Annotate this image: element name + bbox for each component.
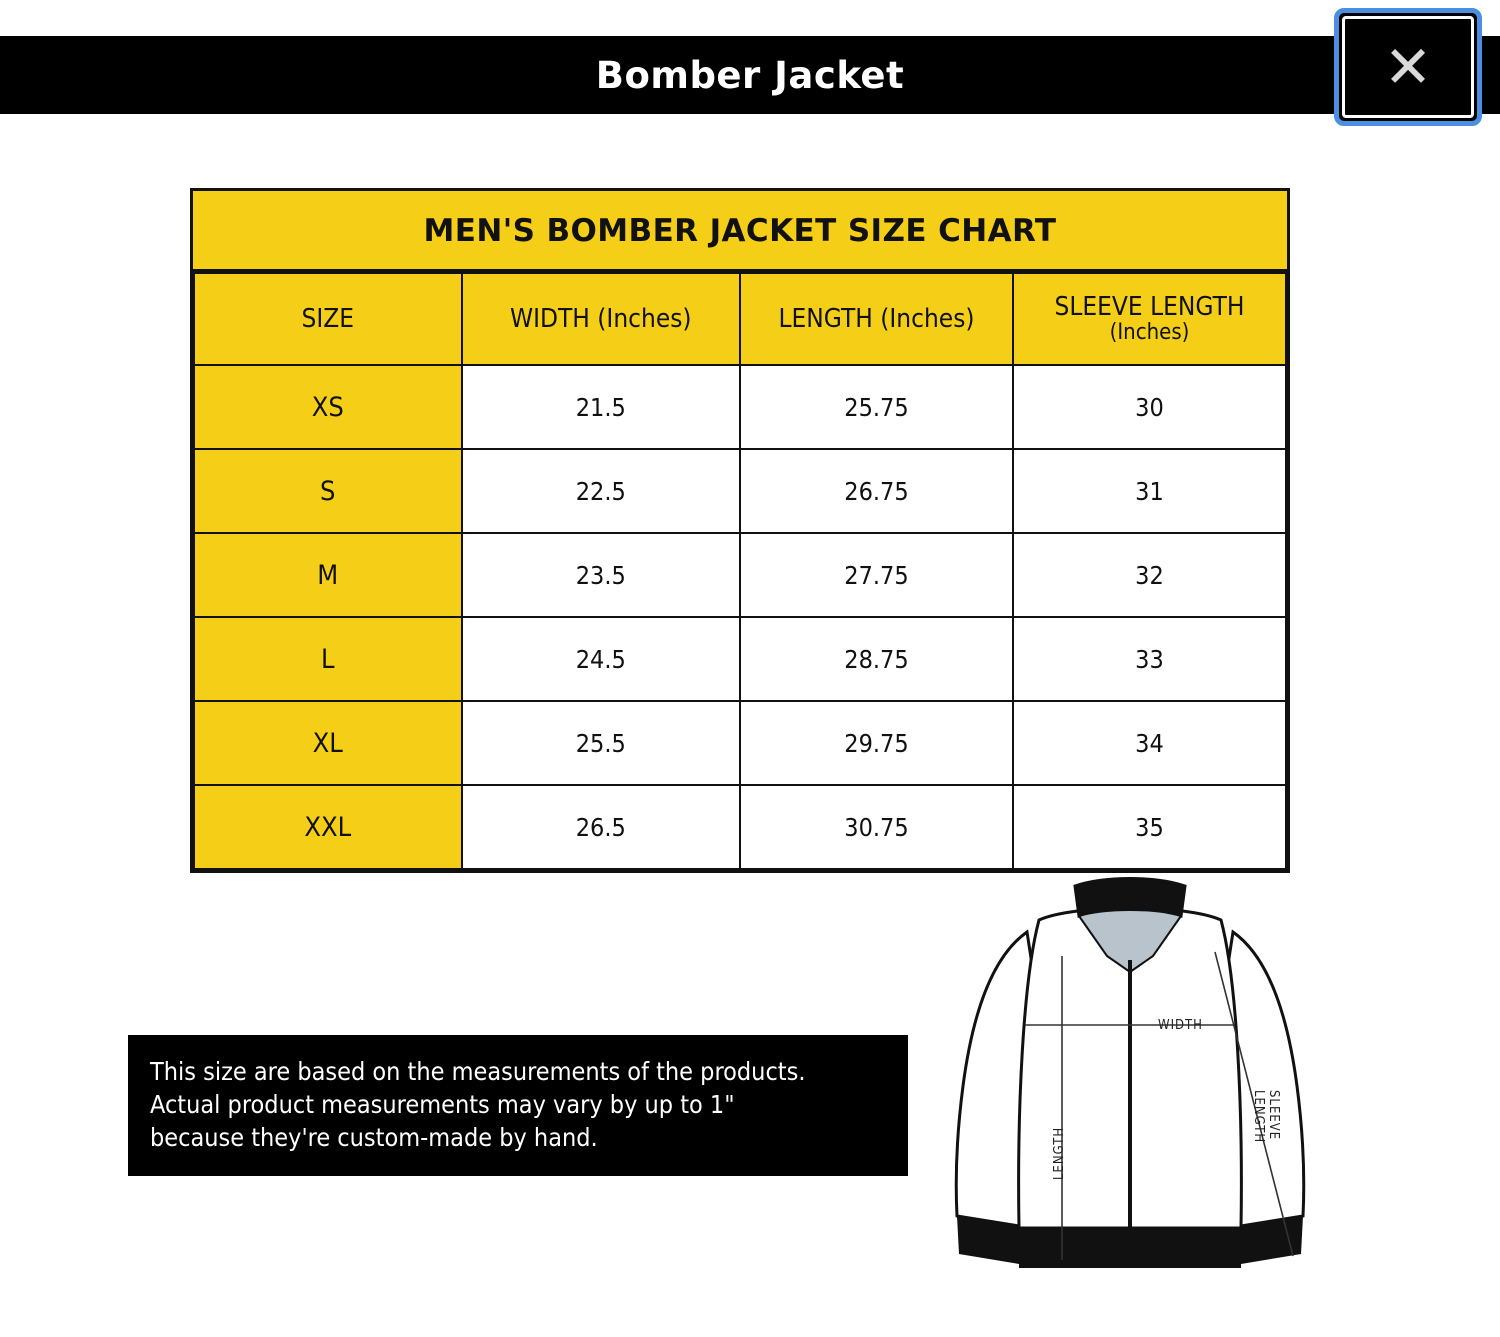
column-header-sleeve-units: (Inches) bbox=[1109, 320, 1190, 346]
width-measure-label: WIDTH bbox=[1158, 1018, 1203, 1033]
cell-sleeve: 32 bbox=[1013, 533, 1286, 617]
column-header-size: SIZE bbox=[194, 273, 462, 365]
cell-length: 29.75 bbox=[740, 701, 1013, 785]
table-row bbox=[194, 701, 1286, 785]
jacket-illustration-svg bbox=[915, 860, 1345, 1310]
page-title: Bomber Jacket bbox=[595, 53, 905, 97]
disclaimer-line-1: This size are based on the measurements of the products. bbox=[150, 1057, 806, 1086]
cell-size: XXL bbox=[194, 785, 462, 869]
cell-width: 22.5 bbox=[462, 449, 740, 533]
measurement-disclaimer bbox=[128, 1035, 908, 1176]
sleeve-length-measure-label: SLEEVE LENGTH bbox=[1251, 1090, 1281, 1144]
close-button[interactable] bbox=[1334, 8, 1482, 126]
table-row bbox=[194, 533, 1286, 617]
cell-sleeve: 33 bbox=[1013, 617, 1286, 701]
cell-width: 25.5 bbox=[462, 701, 740, 785]
size-chart-title-row bbox=[193, 191, 1287, 272]
cell-sleeve: 31 bbox=[1013, 449, 1286, 533]
cell-sleeve: 34 bbox=[1013, 701, 1286, 785]
cell-width: 23.5 bbox=[462, 533, 740, 617]
table-row bbox=[194, 365, 1286, 449]
table-row bbox=[194, 449, 1286, 533]
size-chart-title: MEN'S BOMBER JACKET SIZE CHART bbox=[423, 213, 1057, 249]
cell-size: XL bbox=[194, 701, 462, 785]
table-row bbox=[194, 785, 1286, 869]
cell-width: 24.5 bbox=[462, 617, 740, 701]
cell-length: 28.75 bbox=[740, 617, 1013, 701]
close-icon: ✕ bbox=[1383, 33, 1433, 101]
cell-size: S bbox=[194, 449, 462, 533]
table-header-row bbox=[194, 273, 1286, 365]
disclaimer-line-3: because they're custom-made by hand. bbox=[150, 1123, 598, 1152]
size-chart bbox=[190, 188, 1290, 873]
cell-size: M bbox=[194, 533, 462, 617]
jacket-diagram bbox=[915, 860, 1345, 1310]
cell-sleeve: 30 bbox=[1013, 365, 1286, 449]
cell-length: 26.75 bbox=[740, 449, 1013, 533]
column-header-sleeve-main: SLEEVE LENGTH bbox=[1054, 291, 1245, 322]
cell-length: 30.75 bbox=[740, 785, 1013, 869]
cell-width: 21.5 bbox=[462, 365, 740, 449]
cell-length: 27.75 bbox=[740, 533, 1013, 617]
column-header-width: WIDTH (Inches) bbox=[462, 273, 740, 365]
cell-length: 25.75 bbox=[740, 365, 1013, 449]
cell-size: XS bbox=[194, 365, 462, 449]
disclaimer-line-2: Actual product measurements may vary by up to 1" bbox=[150, 1090, 735, 1119]
column-header-sleeve-length bbox=[1013, 273, 1286, 365]
table-row bbox=[194, 617, 1286, 701]
cell-width: 26.5 bbox=[462, 785, 740, 869]
cell-sleeve: 35 bbox=[1013, 785, 1286, 869]
length-measure-label: LENGTH bbox=[1052, 1126, 1067, 1180]
column-header-length: LENGTH (Inches) bbox=[740, 273, 1013, 365]
cell-size: L bbox=[194, 617, 462, 701]
modal-header bbox=[0, 33, 1500, 114]
close-button-inner[interactable] bbox=[1342, 16, 1474, 118]
size-chart-table bbox=[193, 272, 1287, 870]
